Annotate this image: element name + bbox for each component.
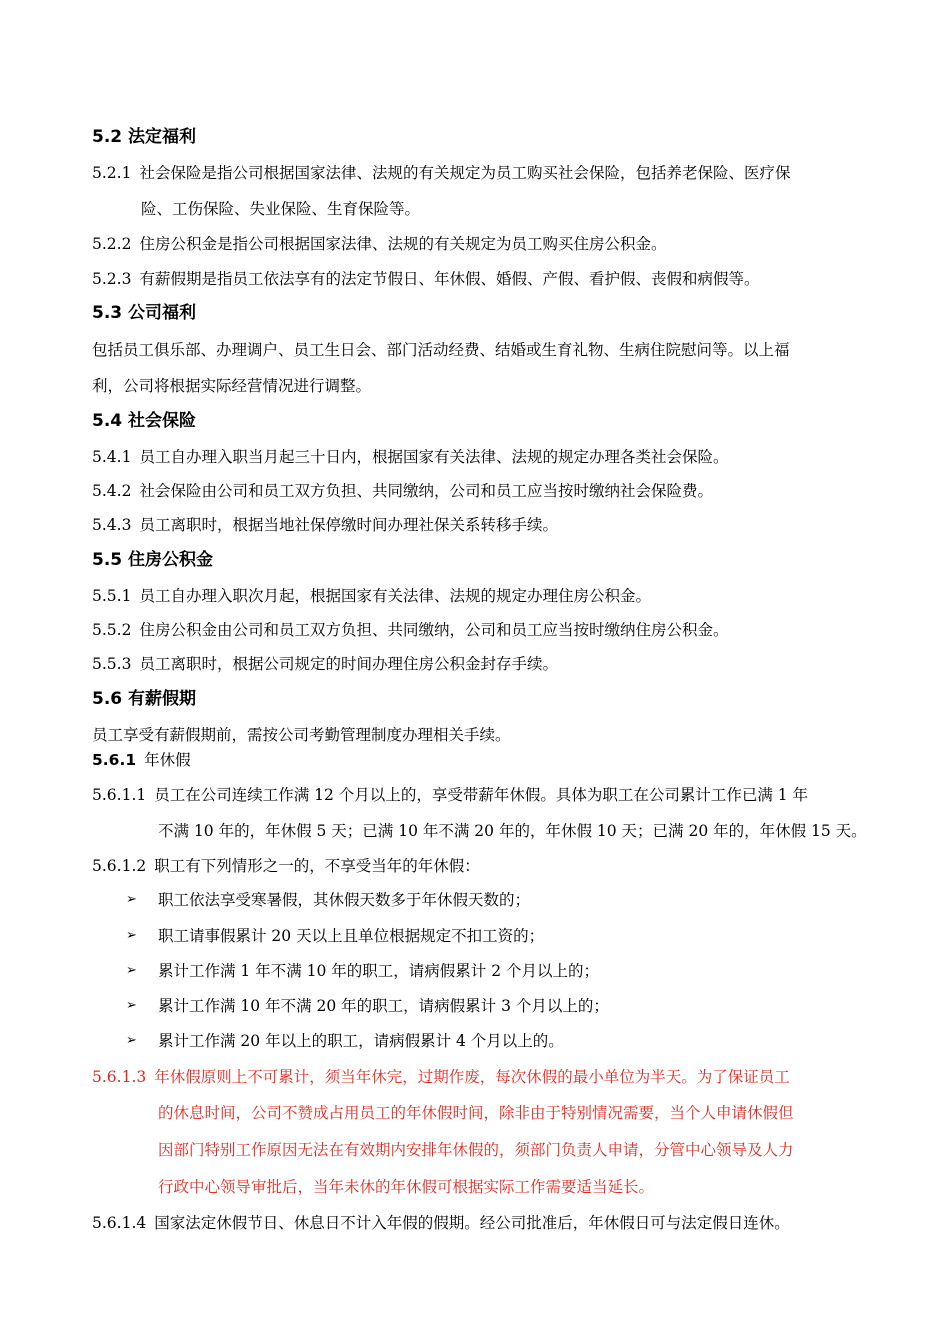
clause-text: 职工有下列情形之一的，不享受当年的年休假： [154,857,480,875]
clause-number: 5.2.3 [92,270,132,288]
clause-number: 5.6.1.4 [92,1214,147,1232]
section-heading-5-6: 5.6 有薪假期 [92,689,197,709]
list-item: 累计工作满 1 年不满 10 年的职工，请病假累计 2 个月以上的； [158,962,600,980]
clause-number: 5.5.2 [92,621,132,639]
clause-5-5-1 [92,586,651,606]
clause-number: 5.6.1.3 [92,1068,147,1086]
section-heading-5-5: 5.5 住房公积金 [92,550,214,570]
clause-text: 国家法定休假节日、休息日不计入年假的假期。经公司批准后，年休假日可与法定假日连休。 [154,1214,790,1232]
clause-number: 5.4.2 [92,482,132,500]
subsection-title: 年休假 [144,751,191,769]
clause-5-4-2 [92,481,713,501]
clause-text: 员工在公司连续工作满 12 个月以上的，享受带薪年休假。具体为职工在公司累计工作已满 1 年 [154,786,809,804]
subsection-number: 5.6.1 [92,751,137,769]
arrow-bullet-icon: ➢ [126,963,137,978]
clause-number: 5.4.1 [92,448,132,466]
clause-5-5-2 [92,620,728,640]
clause-text: 员工离职时，根据当地社保停缴时间办理社保关系转移手续。 [139,516,558,534]
clause-text: 社会保险由公司和员工双方负担、共同缴纳，公司和员工应当按时缴纳社会保险费。 [139,482,713,500]
paragraph-5-6-intro: 员工享受有薪假期前，需按公司考勤管理制度办理相关手续。 [92,726,511,744]
clause-5-4-1 [92,447,728,467]
clause-text: 有薪假期是指员工依法享有的法定节假日、年休假、婚假、产假、看护假、丧假和病假等。 [139,270,760,288]
clause-5-6-1-1 [92,785,808,805]
section-heading-5-3: 5.3 公司福利 [92,303,197,323]
clause-number: 5.2.1 [92,164,132,182]
list-item: 累计工作满 10 年不满 20 年的职工，请病假累计 3 个月以上的； [158,997,609,1015]
clause-number: 5.5.1 [92,587,132,605]
clause-number: 5.5.3 [92,655,132,673]
clause-text: 员工自办理入职次月起，根据国家有关法律、法规的规定办理住房公积金。 [139,587,651,605]
list-item: 累计工作满 20 年以上的职工，请病假累计 4 个月以上的。 [158,1032,564,1050]
clause-5-2-3 [92,269,759,289]
clause-5-4-3 [92,515,558,535]
clause-5-6-1-1-cont: 不满 10 年的，年休假 5 天；已满 10 年不满 20 年的，年休假 10 天；已满 20 年的，年休假 15 天。 [158,822,867,840]
clause-text: 员工离职时，根据公司规定的时间办理住房公积金封存手续。 [139,655,558,673]
subsection-5-6-1 [92,750,191,770]
clause-number: 5.6.1.2 [92,857,147,875]
clause-text: 住房公积金由公司和员工双方负担、共同缴纳，公司和员工应当按时缴纳住房公积金。 [139,621,729,639]
clause-5-6-1-2 [92,856,480,876]
clause-text: 年休假原则上不可累计，须当年休完，过期作废，每次休假的最小单位为半天。为了保证员工 [154,1068,790,1086]
clause-number: 5.6.1.1 [92,786,147,804]
clause-5-6-1-3-cont3: 行政中心领导审批后，当年未休的年休假可根据实际工作需要适当延长。 [158,1178,655,1196]
clause-5-6-1-4 [92,1213,790,1233]
section-heading-5-4: 5.4 社会保险 [92,411,197,431]
paragraph-5-3-line1: 包括员工俱乐部、办理调户、员工生日会、部门活动经费、结婚或生育礼物、生病住院慰问等。以上福 [92,341,790,359]
clause-text: 住房公积金是指公司根据国家法律、法规的有关规定为员工购买住房公积金。 [139,235,667,253]
clause-number: 5.2.2 [92,235,132,253]
section-heading-5-2: 5.2 法定福利 [92,127,197,147]
clause-5-2-1 [92,163,790,183]
list-item: 职工依法享受寒暑假，其休假天数多于年休假天数的； [158,891,531,909]
clause-5-6-1-3 [92,1067,790,1087]
clause-5-6-1-3-cont1: 的休息时间，公司不赞成占用员工的年休假时间，除非由于特别情况需要，当个人申请休假但 [158,1104,794,1122]
clause-number: 5.4.3 [92,516,132,534]
clause-5-6-1-3-cont2: 因部门特别工作原因无法在有效期内安排年休假的，须部门负责人申请，分管中心领导及人力 [158,1141,794,1159]
clause-5-2-2 [92,234,666,254]
clause-text: 社会保险是指公司根据国家法律、法规的有关规定为员工购买社会保险，包括养老保险、医疗保 [139,164,791,182]
paragraph-5-3-line2: 利，公司将根据实际经营情况进行调整。 [92,377,372,395]
list-item: 职工请事假累计 20 天以上且单位根据规定不扣工资的； [158,927,545,945]
clause-text: 员工自办理入职当月起三十日内，根据国家有关法律、法规的规定办理各类社会保险。 [139,448,729,466]
arrow-bullet-icon: ➢ [126,1033,137,1048]
arrow-bullet-icon: ➢ [126,928,137,943]
arrow-bullet-icon: ➢ [126,892,137,907]
arrow-bullet-icon: ➢ [126,998,137,1013]
clause-5-5-3 [92,654,558,674]
clause-5-2-1-cont: 险、工伤保险、失业保险、生育保险等。 [141,200,421,218]
